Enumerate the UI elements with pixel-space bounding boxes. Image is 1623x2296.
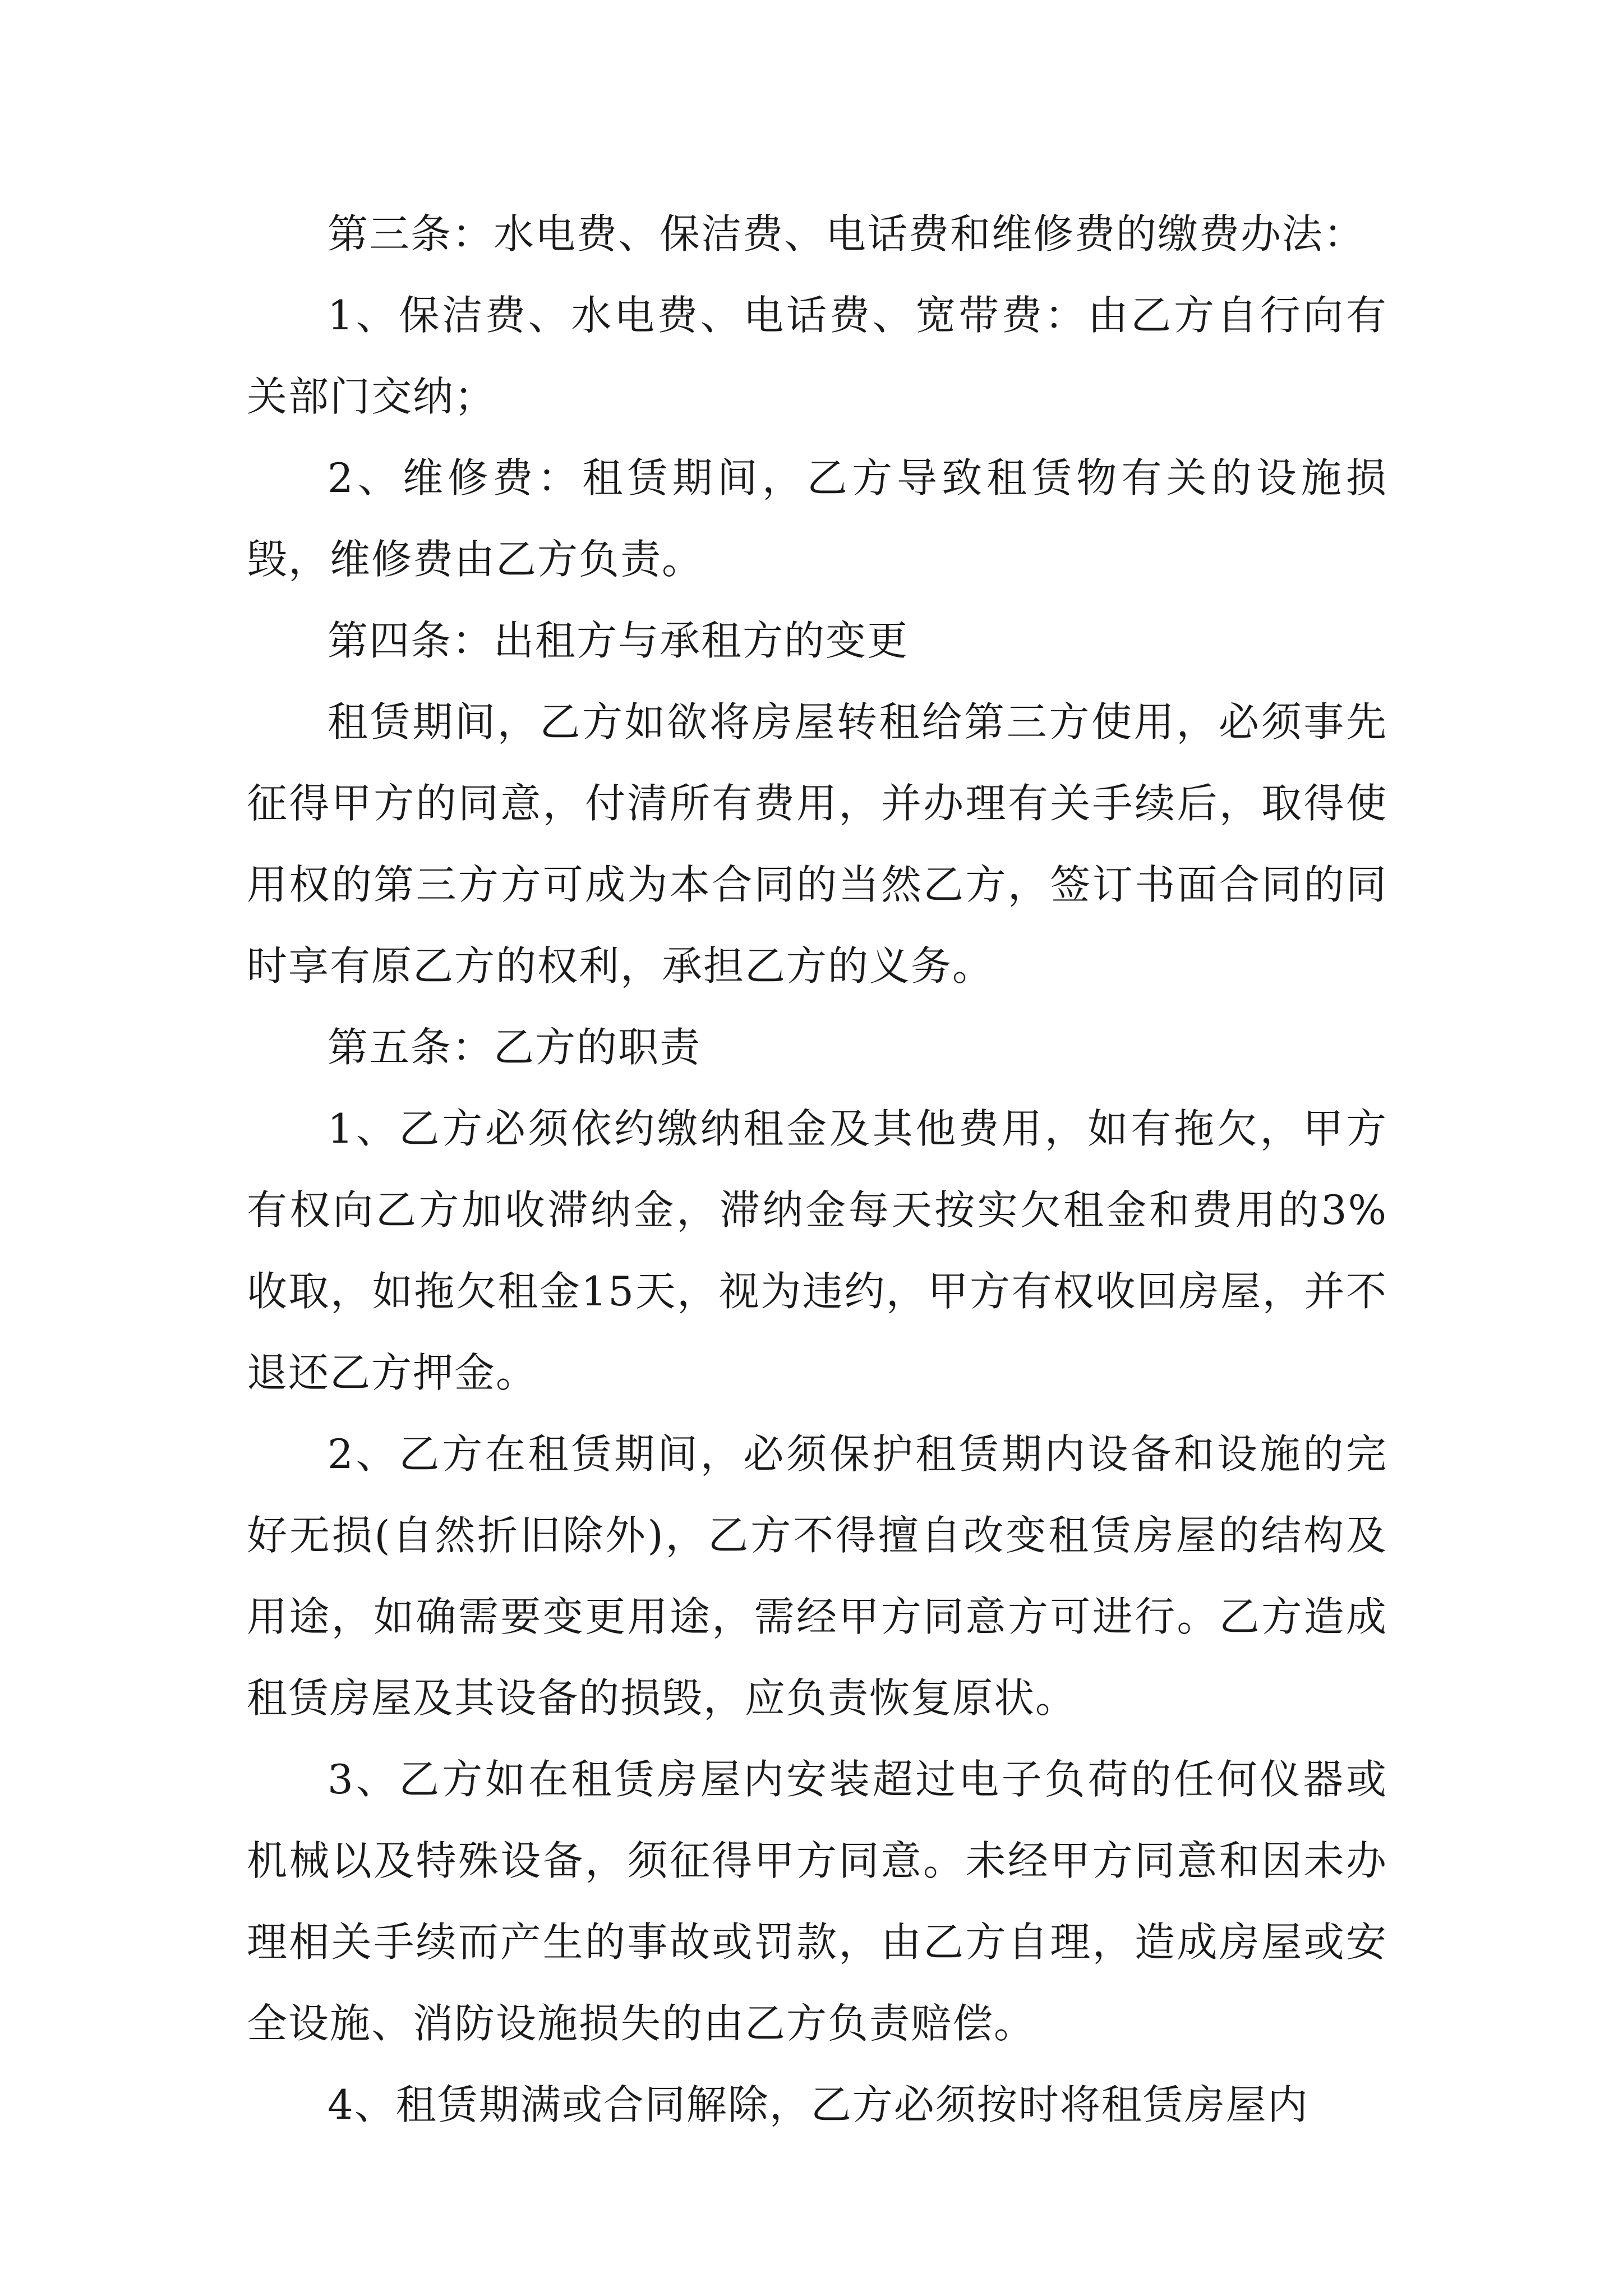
clause-3-heading: 第三条：水电费、保洁费、电话费和维修费的缴费办法： [328,210,1366,257]
clause-3-item-2: 2、维修费：租赁期间，乙方导致租赁物有关的设施损毁，维修费由乙方负责。 [247,454,1387,583]
clause-5-item-1: 1、乙方必须依约缴纳租金及其他费用，如有拖欠，甲方有权向乙方加收滞纳金，滞纳金每天按实欠租金和费用的3%收取，如拖欠租金15天，视为违约，甲方有权收回房屋，并不退还乙方押金。 [247,1105,1387,1396]
clause-4-heading: 第四条：出租方与承租方的变更 [328,617,909,664]
clause-3-item-1: 1、保洁费、水电费、电话费、宽带费：由乙方自行向有关部门交纳； [247,292,1387,420]
clause-5-item-2: 2、乙方在租赁期间，必须保护租赁期内设备和设施的完好无损(自然折旧除外)，乙方不得擅自改变租赁房屋的结构及用途，如确需要变更用途，需经甲方同意方可进行。乙方造成租赁房屋及其设备的损毁，应负责恢复原状。 [247,1430,1387,1722]
clause-5-item-3: 3、乙方如在租赁房屋内安装超过电子负荷的任何仪器或机械以及特殊设备，须征得甲方同意。未经甲方同意和因未办理相关手续而产生的事故或罚款，由乙方自理，造成房屋或安全设施、消防设施损失的由乙方负责赔偿。 [247,1756,1387,2047]
clause-4-text: 租赁期间，乙方如欲将房屋转租给第三方使用，必须事先征得甲方的同意，付清所有费用，并办理有关手续后，取得使用权的第三方方可成为本合同的当然乙方，签订书面合同的同时享有原乙方的权利，承担乙方的义务。 [247,698,1387,990]
clause-5-heading: 第五条：乙方的职责 [328,1024,702,1071]
clause-5-item-4: 4、租赁期满或合同解除，乙方必须按时将租赁房屋内 [328,2081,1309,2128]
document-body [247,194,1387,2146]
